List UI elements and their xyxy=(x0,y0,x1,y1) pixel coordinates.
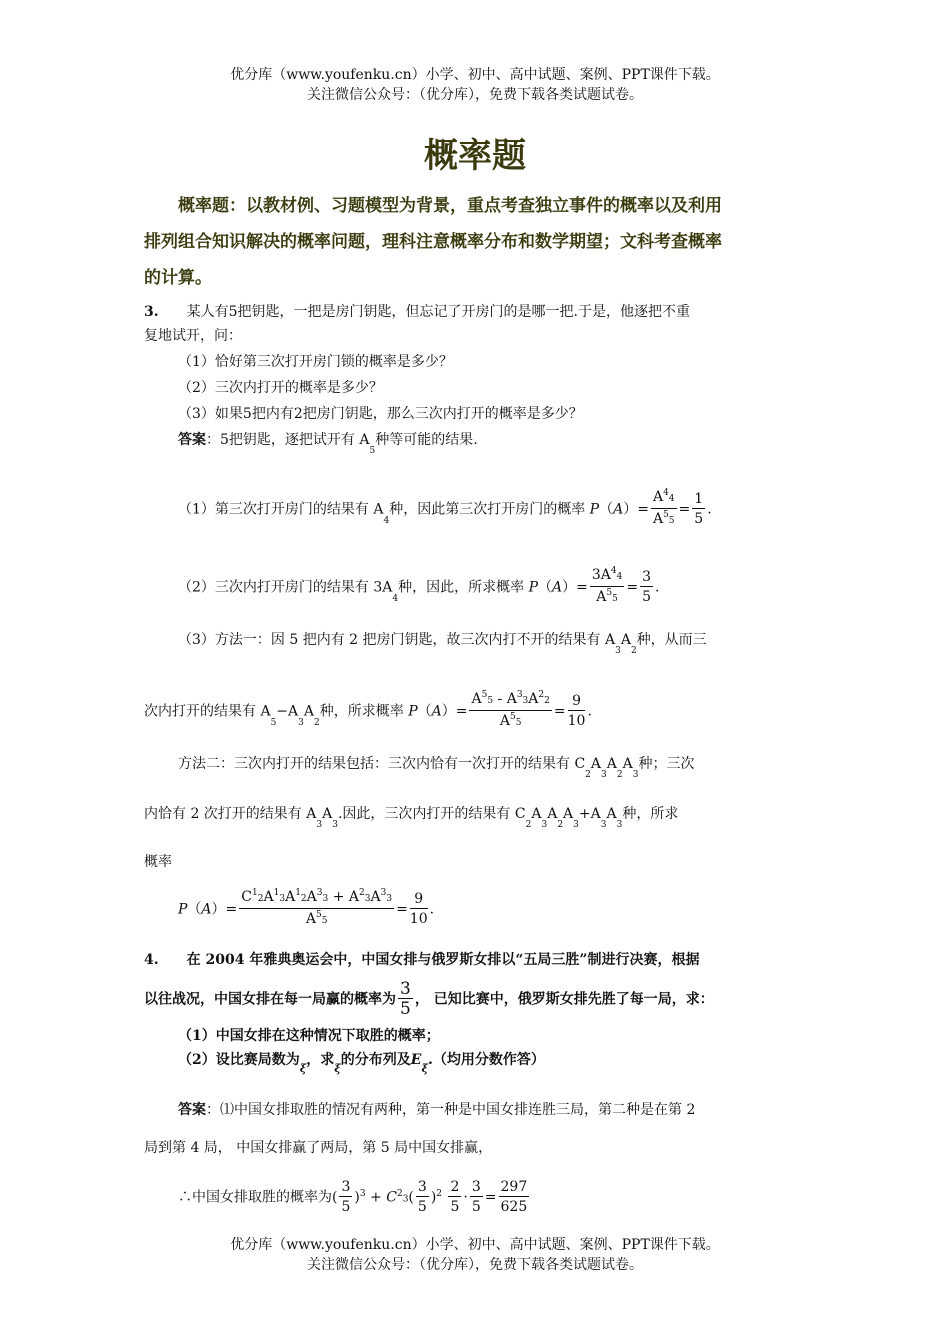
q4-stem-line-1: 4. 在 2004 年雅典奥运会中，中国女排与俄罗斯女排以“五局三胜”制进行决赛，根据 xyxy=(144,952,700,968)
q4-answer-line-2: 局到第 4 局， 中国女排赢了两局，第 5 局中国女排赢， xyxy=(144,1140,493,1156)
footer-line-2: 关注微信公众号：（优分库），免费下载各类试题试卷。 xyxy=(307,1257,643,1273)
fraction: $\frac{297}{625}$ xyxy=(500,1179,528,1215)
intro-line: 的计算。 xyxy=(144,268,212,288)
fraction: $\frac{1}{5}$ xyxy=(694,491,704,527)
intro-line: 排列组合知识解决的概率问题，理科注意概率分布和数学期望；文科考查概率 xyxy=(144,232,722,252)
q3-stem-line-2: 复地试开，问： xyxy=(144,328,242,344)
fraction: $\frac{3}{5}$ xyxy=(400,979,411,1019)
q3-part-2: （2）三次内打开的概率是多少？ xyxy=(178,380,383,396)
q4-part-1: （1）中国女排在这种情况下取胜的概率； xyxy=(178,1028,440,1044)
fraction: $\frac{3}{5}$ xyxy=(417,1179,427,1215)
header-line-1: 优分库（www.youfenku.cn）小学、初中、高中试题、案例、PPT课件下载。 xyxy=(230,67,720,83)
q4-answer-line-3: ∴中国女排取胜的概率为( $\frac{3}{5}$ )$^3 + C^23$( $\frac{3}{5}$ )$^2$ $\frac{2}{5}$ · $\frac{3}{5}$ = $\frac{297}{625}$ xyxy=(178,1179,528,1215)
fraction: $\frac{A^55 - A^33A^22}{A^55}$ xyxy=(471,690,550,729)
fraction: $\frac{9}{10}$ xyxy=(409,891,428,927)
q3-stem-line-1: 3. 某人有5把钥匙，一把是房门钥匙，但忘记了开房门的是哪一把.于是，他逐把不重 xyxy=(144,304,690,320)
q3-solution-3-cont: 次内打开的结果有 $A_5-A_3A_2$种，所求概率 P（A）= $\frac{A^55 - A^33A^22}{A^55}$ = $\frac{9}{10}$ . xyxy=(144,690,592,733)
page-title: 概率题 xyxy=(424,136,526,176)
fraction: $\frac{3}{5}$ xyxy=(642,569,651,605)
fraction: $\frac{2}{5}$ xyxy=(450,1179,460,1215)
footer-line-1: 优分库（www.youfenku.cn）小学、初中、高中试题、案例、PPT课件下载。 xyxy=(230,1237,720,1253)
q4-stem-line-2: 以往战况，中国女排在每一局赢的概率为 $\frac{3}{5}$ ， 已知比赛中，俄罗斯女排先胜了每一局，求： xyxy=(144,979,714,1019)
intro-paragraph xyxy=(144,188,814,296)
q3-solution-3: （3）方法一：因 5 把内有 2 把房门钥匙，故三次内打不开的结果有 $A_3A_2$种，从而三 xyxy=(178,632,707,656)
fraction: $\frac{9}{10}$ xyxy=(567,693,586,729)
q3-method-2-formula: P（A）= $\frac{C^12A^13A^12A^33 + A^23A^33}{A^55}$ = $\frac{9}{10}$ . xyxy=(178,888,434,931)
q3-method-2: 方法二：三次内打开的结果包括：三次内恰有一次打开的结果有 $C_2A_3A_2A_3$种；三次 xyxy=(178,756,695,780)
q3-solution-1: （1）第三次打开房门的结果有 $A_4$种，因此第三次打开房门的概率 P（A）= $\frac{A^44}{A^55}$ = $\frac{1}{5}$ . xyxy=(178,488,712,531)
q3-method-2-prob-label: 概率 xyxy=(144,854,172,870)
fraction: $\frac{3}{5}$ xyxy=(341,1179,351,1215)
q4-answer-line-1: 答案：⑴中国女排取胜的情况有两种，第一种是中国女排连胜三局，第二种是在第 2 xyxy=(178,1102,696,1118)
fraction: $\frac{3A^44}{A^55}$ xyxy=(591,566,623,605)
q4-part-2: （2）设比赛局数为$_\xi$，求$_\xi$的分布列及$E_\xi$.（均用分数作答） xyxy=(178,1052,545,1075)
fraction: $\frac{3}{5}$ xyxy=(471,1179,481,1215)
header-line-2: 关注微信公众号：（优分库），免费下载各类试题试卷。 xyxy=(307,87,643,103)
q3-part-3: （3）如果5把内有2把房门钥匙，那么三次内打开的概率是多少？ xyxy=(178,406,583,422)
q3-answer-intro: 答案：5把钥匙，逐把试开有 $A_5$种等可能的结果. xyxy=(178,432,478,456)
q3-method-2-cont: 内恰有 2 次打开的结果有 $A_3A_3$.因此，三次内打开的结果有 $C_2A_3A_2A_3+A_3A_3$种，所求 xyxy=(144,806,679,830)
fraction: $\frac{A^44}{A^55}$ xyxy=(652,488,675,527)
q3-solution-2: （2）三次内打开房门的结果有 $3A_4$种，因此，所求概率 P（A）= $\frac{3A^44}{A^55}$ = $\frac{3}{5}$ . xyxy=(178,566,659,609)
intro-line: 概率题：以教材例、习题模型为背景，重点考查独立事件的概率以及利用 xyxy=(178,196,722,216)
fraction: $\frac{C^12A^13A^12A^33 + A^23A^33}{A^55}$ xyxy=(241,888,393,927)
q3-part-1: （1）恰好第三次打开房门锁的概率是多少？ xyxy=(178,354,453,370)
